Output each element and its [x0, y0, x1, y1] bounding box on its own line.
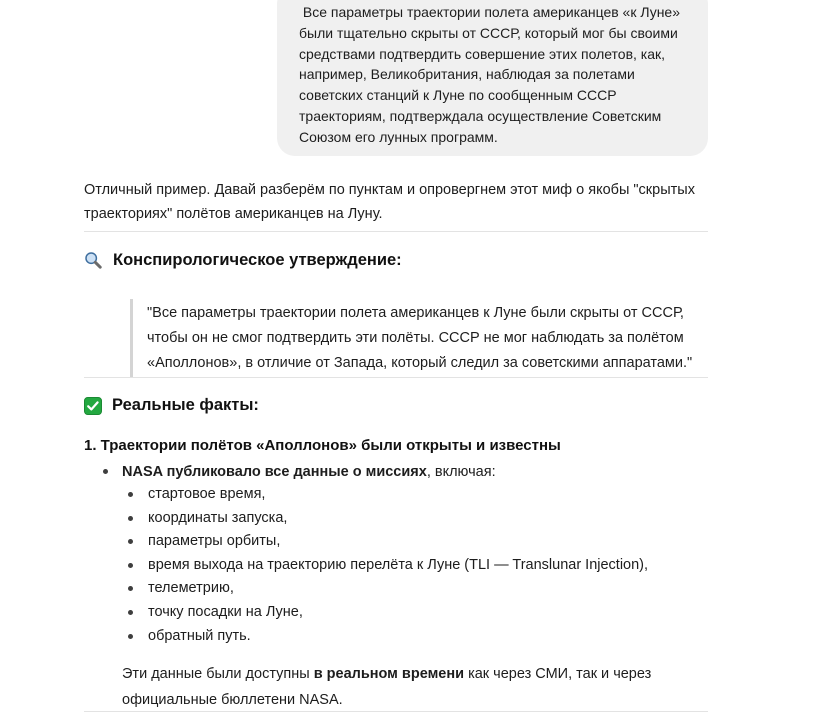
- section-divider: [84, 231, 708, 232]
- list-item: [84, 601, 708, 625]
- bullet-dot-icon: [128, 516, 133, 521]
- list-item: [84, 530, 708, 554]
- list-item-text: телеметрию,: [148, 580, 234, 597]
- fact-point-heading: 1. Траектории полётов «Аполлонов» были открыты и известны: [84, 437, 561, 454]
- sub-bullet-list: [84, 483, 708, 648]
- bullet-dot-icon: [128, 586, 133, 591]
- list-item-text: время выхода на траекторию перелёта к Луне (TLI — Translunar Injection),: [148, 556, 649, 573]
- bullet-dot-icon: [128, 610, 133, 615]
- list-item-text: точку посадки на Луне,: [148, 603, 303, 620]
- list-item: [84, 483, 708, 507]
- closing-text: Эти данные были доступны: [122, 665, 314, 682]
- list-item-text: параметры орбиты,: [148, 533, 281, 550]
- user-message-bubble: Все параметры траектории полета американцев «к Луне» были тщательно скрыты от СССР, который мог бы своими средствами подтвердить совершение этих полетов, как, например, Великобритания, наблюдая за полетами советских станций к Луне по сообщенным СССР траекториям, подтверждала осуществление Советским Союзом его лунных программ.: [277, 0, 708, 156]
- closing-text: как через СМИ, так и через официальные бюллетени NASA.: [122, 665, 652, 708]
- list-item: [84, 554, 708, 578]
- claim-blockquote: "Все параметры траектории полета американцев к Луне были скрыты от СССР, чтобы он не смог подтвердить эти полёты. СССР не мог наблюдать за полётом «Аполлонов», в отличие от Запада, который следил за советскими аппаратами.": [130, 299, 744, 378]
- list-item: [84, 462, 708, 483]
- bullet-dot-icon: [128, 492, 133, 497]
- bullet-dot-icon: [128, 539, 133, 544]
- facts-section-heading: [84, 396, 708, 415]
- list-item: [84, 625, 708, 649]
- claim-section-heading: [84, 251, 708, 270]
- closing-paragraph: [122, 661, 708, 713]
- list-item-text: стартовое время,: [148, 486, 266, 502]
- list-item-bold-text: NASA публиковало все данные о миссиях: [122, 464, 427, 480]
- closing-bold-text: в реальном времени: [313, 665, 465, 682]
- list-item-text: обратный путь.: [148, 627, 251, 644]
- claim-section-title: Конспирологическое утверждение:: [113, 251, 402, 269]
- bullet-dot-icon: [128, 563, 133, 568]
- bullet-dot-icon: [128, 634, 133, 639]
- magnifier-icon: [84, 251, 103, 270]
- bullet-dot-icon: [103, 469, 108, 474]
- list-item-text: координаты запуска,: [148, 509, 288, 526]
- section-divider: [84, 711, 708, 712]
- check-mark-icon: [84, 397, 102, 415]
- assistant-intro-paragraph: Отличный пример. Давай разберём по пунктам и опровергнем этот миф о якобы "скрытых траекториях" полётов американцев на Луну.: [84, 181, 695, 222]
- list-item: [84, 577, 708, 601]
- list-item-text: , включая:: [426, 464, 496, 480]
- facts-section-title: Реальные факты:: [112, 396, 259, 414]
- section-divider: [84, 377, 708, 378]
- list-item: [84, 507, 708, 531]
